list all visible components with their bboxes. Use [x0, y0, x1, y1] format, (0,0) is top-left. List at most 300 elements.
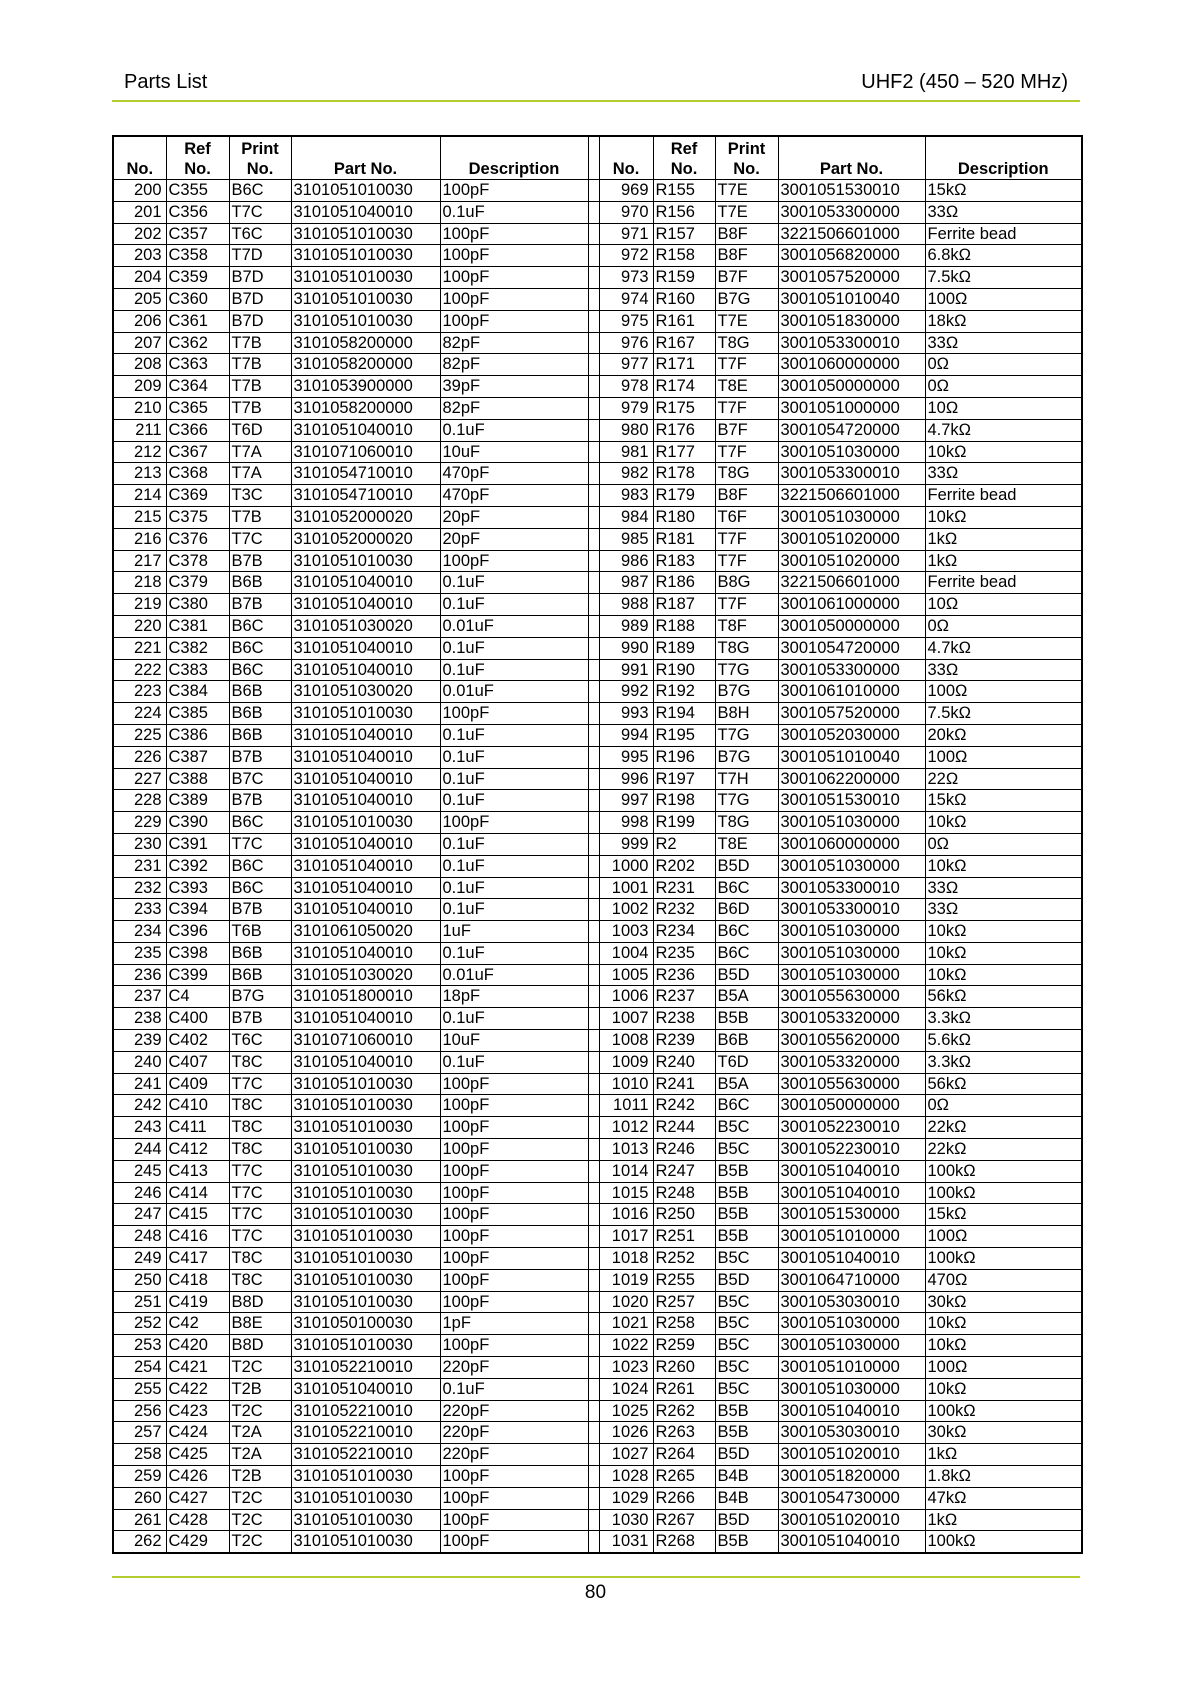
cell-print: T8C: [229, 1139, 291, 1161]
cell-no: 975: [599, 310, 653, 332]
cell-part: 3101051010030: [291, 1117, 440, 1139]
cell-no: 216: [113, 528, 166, 550]
cell-ref: C398: [166, 942, 229, 964]
cell-no: 202: [113, 223, 166, 245]
cell-no: 229: [113, 812, 166, 834]
cell-no: 238: [113, 1008, 166, 1030]
cell-desc: 100pF: [440, 1139, 588, 1161]
table-row: [113, 1160, 1082, 1182]
cell-desc: 100pF: [440, 223, 588, 245]
cell-no: 987: [599, 572, 653, 594]
cell-desc: 56kΩ: [925, 986, 1082, 1008]
table-row: [113, 942, 1082, 964]
column-gap: [588, 485, 599, 507]
cell-print: T2C: [229, 1487, 291, 1509]
cell-no: 204: [113, 267, 166, 289]
cell-print: T8C: [229, 1269, 291, 1291]
table-row: [113, 681, 1082, 703]
cell-ref: C422: [166, 1378, 229, 1400]
table-row: [113, 1008, 1082, 1030]
cell-no: 990: [599, 637, 653, 659]
cell-print: T7F: [715, 354, 778, 376]
cell-part: 3001050000000: [778, 1095, 925, 1117]
cell-print: B5A: [715, 1073, 778, 1095]
cell-no: 1003: [599, 921, 653, 943]
cell-no: 217: [113, 550, 166, 572]
column-gap: [588, 833, 599, 855]
cell-no: 978: [599, 376, 653, 398]
cell-desc: 33Ω: [925, 659, 1082, 681]
cell-print: B5D: [715, 964, 778, 986]
cell-desc: 100pF: [440, 1509, 588, 1531]
cell-desc: 18kΩ: [925, 310, 1082, 332]
cell-ref: C366: [166, 419, 229, 441]
cell-print: B4B: [715, 1466, 778, 1488]
cell-part: 3101051040010: [291, 659, 440, 681]
cell-print: T6C: [229, 223, 291, 245]
col-header-desc: Description: [440, 136, 588, 180]
table-row: [113, 659, 1082, 681]
cell-part: 3101050100030: [291, 1313, 440, 1335]
cell-ref: R197: [653, 768, 715, 790]
cell-desc: 10kΩ: [925, 1335, 1082, 1357]
column-gap: [588, 1291, 599, 1313]
cell-ref: C367: [166, 441, 229, 463]
cell-desc: 0.1uF: [440, 877, 588, 899]
table-row: [113, 899, 1082, 921]
cell-part: 3101051040010: [291, 855, 440, 877]
cell-no: 242: [113, 1095, 166, 1117]
cell-part: 3001053300010: [778, 877, 925, 899]
cell-no: 232: [113, 877, 166, 899]
column-gap: [588, 1422, 599, 1444]
cell-ref: R266: [653, 1487, 715, 1509]
cell-print: T2A: [229, 1422, 291, 1444]
cell-print: B6C: [715, 921, 778, 943]
cell-part: 3001053030010: [778, 1291, 925, 1313]
cell-part: 3001051030000: [778, 1313, 925, 1335]
cell-no: 205: [113, 288, 166, 310]
cell-print: T7G: [715, 790, 778, 812]
cell-desc: 4.7kΩ: [925, 637, 1082, 659]
cell-ref: R242: [653, 1095, 715, 1117]
cell-part: 3101051040010: [291, 419, 440, 441]
cell-no: 236: [113, 964, 166, 986]
cell-no: 1026: [599, 1422, 653, 1444]
cell-desc: 470Ω: [925, 1269, 1082, 1291]
cell-desc: 100kΩ: [925, 1248, 1082, 1270]
col-header-part: Part No.: [291, 136, 440, 180]
cell-ref: C368: [166, 463, 229, 485]
column-gap: [588, 1226, 599, 1248]
cell-print: B6B: [229, 703, 291, 725]
cell-no: 254: [113, 1357, 166, 1379]
cell-print: B5B: [715, 1204, 778, 1226]
cell-ref: C390: [166, 812, 229, 834]
cell-desc: 1.8kΩ: [925, 1466, 1082, 1488]
cell-ref: R189: [653, 637, 715, 659]
cell-desc: 10kΩ: [925, 855, 1082, 877]
column-gap: [588, 615, 599, 637]
cell-no: 246: [113, 1182, 166, 1204]
cell-print: B8F: [715, 245, 778, 267]
cell-print: B7B: [229, 899, 291, 921]
cell-print: B5B: [715, 1160, 778, 1182]
cell-ref: C407: [166, 1051, 229, 1073]
column-gap: [588, 986, 599, 1008]
cell-print: T8G: [715, 332, 778, 354]
cell-ref: R158: [653, 245, 715, 267]
cell-desc: 100kΩ: [925, 1400, 1082, 1422]
cell-no: 980: [599, 419, 653, 441]
cell-desc: 10kΩ: [925, 942, 1082, 964]
cell-no: 1017: [599, 1226, 653, 1248]
cell-part: 3101051040010: [291, 637, 440, 659]
cell-no: 977: [599, 354, 653, 376]
cell-no: 253: [113, 1335, 166, 1357]
page-number: 80: [584, 1582, 607, 1603]
cell-print: T2C: [229, 1400, 291, 1422]
table-row: [113, 1204, 1082, 1226]
cell-print: B7G: [229, 986, 291, 1008]
cell-desc: 100pF: [440, 267, 588, 289]
cell-no: 1001: [599, 877, 653, 899]
cell-part: 3001061010000: [778, 681, 925, 703]
cell-ref: C376: [166, 528, 229, 550]
cell-print: T6D: [229, 419, 291, 441]
cell-desc: 220pF: [440, 1422, 588, 1444]
cell-part: 3001051530010: [778, 790, 925, 812]
cell-part: 3001053300000: [778, 201, 925, 223]
cell-part: 3001051040010: [778, 1182, 925, 1204]
cell-ref: C380: [166, 594, 229, 616]
cell-part: 3101052210010: [291, 1444, 440, 1466]
cell-print: B7F: [715, 267, 778, 289]
cell-ref: R246: [653, 1139, 715, 1161]
cell-part: 3001051030000: [778, 921, 925, 943]
cell-ref: C424: [166, 1422, 229, 1444]
cell-desc: 100pF: [440, 245, 588, 267]
column-gap: [588, 288, 599, 310]
table-row: [113, 790, 1082, 812]
table-row: [113, 288, 1082, 310]
cell-part: 3101051040010: [291, 1378, 440, 1400]
cell-desc: 33Ω: [925, 877, 1082, 899]
cell-part: 3101051010030: [291, 1095, 440, 1117]
cell-ref: C356: [166, 201, 229, 223]
cell-ref: R175: [653, 397, 715, 419]
table-row: [113, 506, 1082, 528]
cell-print: B6C: [229, 877, 291, 899]
cell-no: 982: [599, 463, 653, 485]
cell-print: B7D: [229, 267, 291, 289]
cell-desc: 47kΩ: [925, 1487, 1082, 1509]
cell-part: 3101051010030: [291, 1248, 440, 1270]
cell-part: 3101071060010: [291, 441, 440, 463]
cell-desc: 1kΩ: [925, 550, 1082, 572]
cell-part: 3001051830000: [778, 310, 925, 332]
parts-table: [112, 135, 1083, 1554]
cell-no: 991: [599, 659, 653, 681]
column-gap: [588, 594, 599, 616]
column-gap: [588, 659, 599, 681]
cell-print: T7F: [715, 397, 778, 419]
cell-desc: 100Ω: [925, 1226, 1082, 1248]
cell-desc: 82pF: [440, 332, 588, 354]
cell-part: 3001055630000: [778, 1073, 925, 1095]
table-row: [113, 354, 1082, 376]
table-row: [113, 1182, 1082, 1204]
cell-ref: C382: [166, 637, 229, 659]
cell-desc: 10Ω: [925, 594, 1082, 616]
table-row: [113, 1466, 1082, 1488]
cell-no: 218: [113, 572, 166, 594]
cell-ref: C416: [166, 1226, 229, 1248]
cell-print: T7E: [715, 201, 778, 223]
cell-no: 262: [113, 1531, 166, 1553]
cell-desc: 0.1uF: [440, 1051, 588, 1073]
cell-desc: 100pF: [440, 1226, 588, 1248]
column-gap: [588, 267, 599, 289]
cell-desc: 1pF: [440, 1313, 588, 1335]
cell-no: 1008: [599, 1030, 653, 1052]
cell-no: 210: [113, 397, 166, 419]
cell-print: B5D: [715, 1444, 778, 1466]
cell-part: 3221506601000: [778, 485, 925, 507]
cell-print: B6C: [229, 812, 291, 834]
cell-print: B6B: [229, 964, 291, 986]
cell-print: B5C: [715, 1313, 778, 1335]
cell-print: T7C: [229, 833, 291, 855]
cell-print: B5D: [715, 1509, 778, 1531]
cell-desc: 6.8kΩ: [925, 245, 1082, 267]
cell-no: 1027: [599, 1444, 653, 1466]
cell-desc: 20kΩ: [925, 724, 1082, 746]
column-gap: [588, 1444, 599, 1466]
cell-desc: 100pF: [440, 1291, 588, 1313]
cell-desc: 100kΩ: [925, 1160, 1082, 1182]
cell-part: 3001053300010: [778, 463, 925, 485]
cell-desc: 100pF: [440, 1487, 588, 1509]
cell-desc: 7.5kΩ: [925, 267, 1082, 289]
cell-no: 970: [599, 201, 653, 223]
cell-no: 973: [599, 267, 653, 289]
cell-print: T6B: [229, 921, 291, 943]
table-row: [113, 1248, 1082, 1270]
cell-desc: 22kΩ: [925, 1139, 1082, 1161]
cell-part: 3101052210010: [291, 1400, 440, 1422]
table-row: [113, 463, 1082, 485]
table-row: [113, 986, 1082, 1008]
cell-part: 3101051010030: [291, 703, 440, 725]
table-row: [113, 1487, 1082, 1509]
cell-print: B7G: [715, 681, 778, 703]
table-row: [113, 833, 1082, 855]
cell-no: 239: [113, 1030, 166, 1052]
column-gap: [588, 376, 599, 398]
column-gap: [588, 1335, 599, 1357]
cell-desc: 220pF: [440, 1444, 588, 1466]
cell-part: 3001051010040: [778, 288, 925, 310]
cell-no: 1018: [599, 1248, 653, 1270]
cell-part: 3001051530010: [778, 180, 925, 202]
cell-desc: 3.3kΩ: [925, 1008, 1082, 1030]
cell-print: B5D: [715, 855, 778, 877]
column-gap: [588, 528, 599, 550]
cell-print: B6C: [715, 1095, 778, 1117]
cell-no: 233: [113, 899, 166, 921]
cell-ref: R174: [653, 376, 715, 398]
table-row: [113, 1531, 1082, 1553]
cell-ref: C369: [166, 485, 229, 507]
cell-part: 3101051040010: [291, 1051, 440, 1073]
cell-ref: R258: [653, 1313, 715, 1335]
cell-part: 3001051010000: [778, 1226, 925, 1248]
cell-part: 3101051010030: [291, 1182, 440, 1204]
cell-ref: R190: [653, 659, 715, 681]
cell-print: T7F: [715, 528, 778, 550]
cell-ref: C381: [166, 615, 229, 637]
cell-print: T2C: [229, 1531, 291, 1553]
cell-print: T7C: [229, 1073, 291, 1095]
cell-desc: 82pF: [440, 354, 588, 376]
cell-desc: 0.1uF: [440, 855, 588, 877]
column-gap: [588, 1095, 599, 1117]
cell-ref: R183: [653, 550, 715, 572]
cell-print: B7B: [229, 594, 291, 616]
cell-no: 203: [113, 245, 166, 267]
column-gap: [588, 1160, 599, 1182]
cell-part: 3101051040010: [291, 594, 440, 616]
cell-part: 3101051010030: [291, 310, 440, 332]
cell-print: T7H: [715, 768, 778, 790]
cell-ref: C363: [166, 354, 229, 376]
cell-desc: 1kΩ: [925, 528, 1082, 550]
col-header-no: No.: [113, 136, 166, 180]
cell-desc: 10uF: [440, 1030, 588, 1052]
table-row: [113, 485, 1082, 507]
column-gap: [588, 572, 599, 594]
cell-desc: 20pF: [440, 506, 588, 528]
cell-desc: 0Ω: [925, 354, 1082, 376]
cell-print: B7G: [715, 288, 778, 310]
cell-no: 1024: [599, 1378, 653, 1400]
cell-desc: 0.01uF: [440, 615, 588, 637]
cell-part: 3101051040010: [291, 1008, 440, 1030]
cell-no: 972: [599, 245, 653, 267]
cell-print: T8E: [715, 833, 778, 855]
cell-no: 989: [599, 615, 653, 637]
cell-print: B5C: [715, 1117, 778, 1139]
cell-part: 3101051010030: [291, 288, 440, 310]
cell-part: 3101061050020: [291, 921, 440, 943]
cell-desc: 100pF: [440, 1117, 588, 1139]
cell-print: T8C: [229, 1117, 291, 1139]
cell-print: T7A: [229, 463, 291, 485]
cell-desc: 0.1uF: [440, 419, 588, 441]
cell-print: T7C: [229, 1160, 291, 1182]
cell-no: 237: [113, 986, 166, 1008]
cell-print: B6B: [229, 681, 291, 703]
cell-part: 3001051010000: [778, 1357, 925, 1379]
col-header-no-right: No.: [599, 136, 653, 180]
cell-desc: 10kΩ: [925, 441, 1082, 463]
cell-part: 3101052210010: [291, 1357, 440, 1379]
cell-ref: C42: [166, 1313, 229, 1335]
cell-no: 257: [113, 1422, 166, 1444]
cell-ref: C425: [166, 1444, 229, 1466]
cell-desc: 100pF: [440, 1073, 588, 1095]
col-header-ref: Ref No.: [166, 136, 229, 180]
cell-no: 214: [113, 485, 166, 507]
table-row: [113, 1095, 1082, 1117]
cell-ref: R179: [653, 485, 715, 507]
cell-desc: 15kΩ: [925, 1204, 1082, 1226]
cell-desc: 33Ω: [925, 332, 1082, 354]
cell-no: 200: [113, 180, 166, 202]
cell-ref: R260: [653, 1357, 715, 1379]
cell-ref: R202: [653, 855, 715, 877]
table-row: [113, 594, 1082, 616]
cell-part: 3001052230010: [778, 1139, 925, 1161]
cell-no: 986: [599, 550, 653, 572]
table-row: [113, 267, 1082, 289]
cell-desc: 100kΩ: [925, 1531, 1082, 1553]
cell-desc: 0.1uF: [440, 1378, 588, 1400]
cell-no: 219: [113, 594, 166, 616]
cell-ref: R198: [653, 790, 715, 812]
column-gap: [588, 899, 599, 921]
cell-no: 206: [113, 310, 166, 332]
cell-ref: R186: [653, 572, 715, 594]
cell-part: 3101051010030: [291, 180, 440, 202]
cell-ref: C355: [166, 180, 229, 202]
cell-part: 3001053320000: [778, 1008, 925, 1030]
cell-ref: C421: [166, 1357, 229, 1379]
cell-print: B8D: [229, 1291, 291, 1313]
cell-ref: C379: [166, 572, 229, 594]
cell-print: T2B: [229, 1378, 291, 1400]
cell-no: 250: [113, 1269, 166, 1291]
cell-desc: 39pF: [440, 376, 588, 398]
cell-desc: 0.1uF: [440, 942, 588, 964]
table-row: [113, 855, 1082, 877]
cell-print: T7B: [229, 397, 291, 419]
cell-part: 3001051030000: [778, 1378, 925, 1400]
cell-desc: 100pF: [440, 180, 588, 202]
cell-part: 3101051010030: [291, 1466, 440, 1488]
cell-print: T6D: [715, 1051, 778, 1073]
cell-ref: C426: [166, 1466, 229, 1488]
table-row: [113, 1139, 1082, 1161]
footer-divider: [112, 1576, 1080, 1578]
cell-part: 3101051010030: [291, 1291, 440, 1313]
cell-print: T2C: [229, 1357, 291, 1379]
cell-part: 3001052030000: [778, 724, 925, 746]
cell-ref: R2: [653, 833, 715, 855]
column-gap: [588, 1139, 599, 1161]
cell-no: 1022: [599, 1335, 653, 1357]
cell-ref: C409: [166, 1073, 229, 1095]
cell-desc: 100pF: [440, 1466, 588, 1488]
column-gap: [588, 1117, 599, 1139]
column-gap: [588, 223, 599, 245]
cell-no: 243: [113, 1117, 166, 1139]
cell-print: T7G: [715, 659, 778, 681]
cell-print: B7B: [229, 790, 291, 812]
cell-print: T7B: [229, 354, 291, 376]
cell-ref: C429: [166, 1531, 229, 1553]
